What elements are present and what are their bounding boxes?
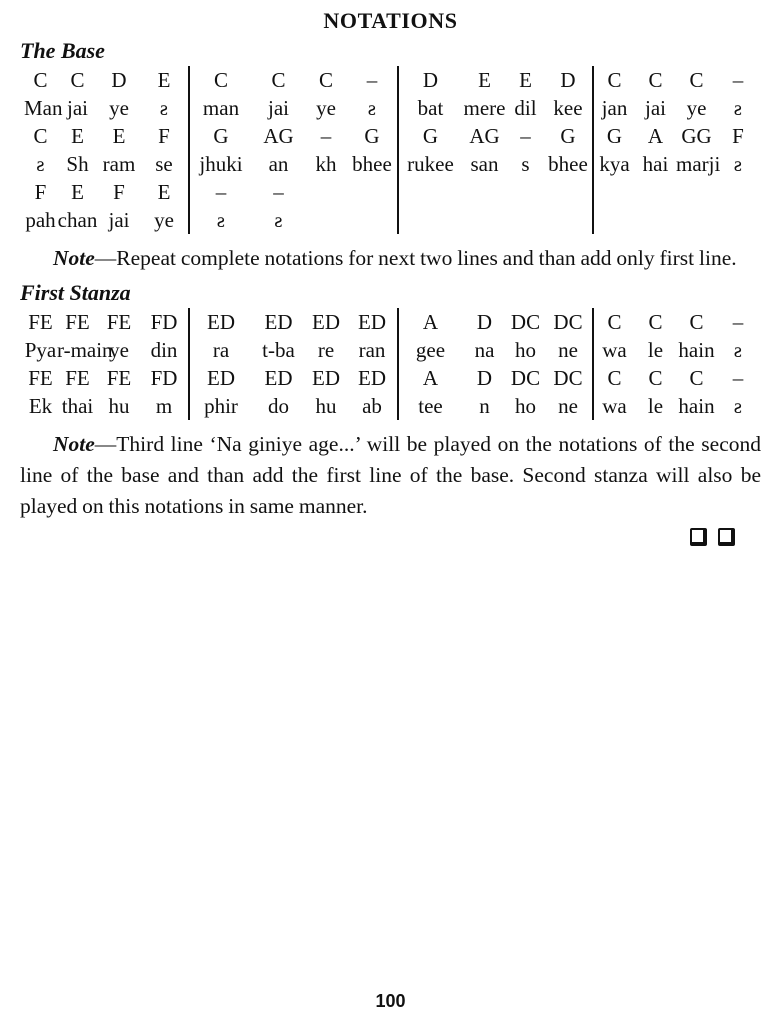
notation-cell: ƨ bbox=[347, 94, 399, 122]
notation-cell: jan bbox=[601, 96, 628, 120]
notation-cell: ƨ bbox=[733, 96, 743, 120]
notation-cell: FE bbox=[65, 310, 90, 334]
notation-cell: marji bbox=[676, 152, 721, 176]
notation-cell bbox=[544, 178, 594, 206]
notation-cell: F bbox=[732, 124, 744, 148]
notation-cell: hain bbox=[678, 394, 715, 418]
notation-row bbox=[24, 392, 761, 420]
notation-row bbox=[24, 94, 761, 122]
notation-cell: ra bbox=[212, 338, 230, 362]
notation-cell: FD bbox=[140, 308, 190, 336]
notation-cell bbox=[635, 178, 676, 206]
notation-cell: ƨ bbox=[36, 152, 45, 176]
notation-cell bbox=[594, 178, 635, 206]
notation-cell: ED bbox=[312, 310, 340, 334]
notation-cell: F bbox=[34, 180, 47, 204]
base-heading: The Base bbox=[20, 38, 105, 63]
notation-cell: C bbox=[33, 68, 48, 92]
notation-cell: wa bbox=[602, 338, 627, 362]
notation-cell: D bbox=[476, 310, 493, 334]
notation-cell: ED bbox=[207, 310, 235, 334]
notation-cell: le bbox=[647, 338, 664, 362]
notation-cell: AG bbox=[263, 124, 294, 148]
notation-cell: jai bbox=[67, 96, 88, 120]
notation-cell: C bbox=[213, 68, 228, 92]
notation-cell: C bbox=[648, 68, 663, 92]
notation-cell: jai bbox=[645, 96, 666, 120]
notation-cell: mere bbox=[463, 96, 506, 120]
notation-cell: ram bbox=[102, 152, 136, 176]
notation-cell: ED bbox=[264, 366, 293, 390]
end-square-icon bbox=[690, 528, 707, 546]
notation-cell: Pya bbox=[24, 338, 57, 362]
notation-cell: hu bbox=[108, 394, 130, 418]
notation-cell: DC bbox=[544, 308, 594, 336]
notation-cell: ye bbox=[109, 338, 129, 362]
notation-cell: gee bbox=[415, 338, 446, 362]
notation-cell: hain bbox=[678, 338, 715, 362]
notation-cell: thai bbox=[61, 394, 94, 418]
notation-cell: bhee bbox=[544, 150, 594, 178]
page-number: 100 bbox=[375, 991, 406, 1011]
notation-cell: re bbox=[317, 338, 335, 362]
notation-cell: C bbox=[689, 366, 704, 390]
notation-cell: ƨ bbox=[274, 208, 283, 232]
notation-cell: AG bbox=[469, 124, 500, 148]
notation-cell: D bbox=[422, 68, 439, 92]
notation-cell: E bbox=[71, 124, 84, 148]
notation-cell: A bbox=[422, 310, 439, 334]
notation-cell: E bbox=[71, 180, 84, 204]
notation-cell: do bbox=[268, 394, 289, 418]
notation-cell: pah bbox=[25, 208, 56, 232]
notation-cell: ED bbox=[347, 308, 399, 336]
notation-row bbox=[24, 178, 761, 206]
notation-cell: D bbox=[476, 366, 493, 390]
stanza-notation-table bbox=[24, 308, 761, 420]
notation-cell: ye bbox=[140, 206, 190, 234]
notation-cell: C bbox=[648, 366, 663, 390]
notation-cell: ne bbox=[544, 336, 594, 364]
notation-cell: DC bbox=[510, 310, 541, 334]
notation-cell: ye bbox=[686, 96, 707, 120]
notation-row bbox=[24, 206, 761, 234]
notation-cell: FE bbox=[28, 310, 53, 334]
notation-cell: wa bbox=[602, 394, 627, 418]
notation-cell: ho bbox=[515, 394, 536, 418]
notation-cell: ƨ bbox=[733, 152, 743, 176]
note-text: Repeat complete notations for next two lines and than add only first line. bbox=[116, 246, 737, 270]
notation-cell: G bbox=[544, 122, 594, 150]
notation-cell: rukee bbox=[407, 152, 454, 176]
notation-cell: GG bbox=[681, 124, 712, 148]
notation-cell bbox=[717, 178, 759, 206]
note-label: Note bbox=[53, 246, 95, 270]
notation-cell: DC bbox=[510, 366, 541, 390]
notation-cell: D bbox=[544, 66, 594, 94]
notation-cell: C bbox=[70, 68, 85, 92]
notation-cell bbox=[676, 178, 717, 206]
notation-cell: Man bbox=[24, 96, 63, 120]
notation-cell: C bbox=[689, 68, 704, 92]
notation-cell: E bbox=[140, 178, 190, 206]
notation-cell bbox=[305, 206, 347, 234]
notation-cell bbox=[676, 206, 717, 234]
notation-cell: se bbox=[140, 150, 190, 178]
note-label: Note bbox=[53, 432, 95, 456]
notation-cell: G bbox=[347, 122, 399, 150]
notation-cell: jhuki bbox=[199, 152, 243, 176]
notation-cell: G bbox=[606, 124, 623, 148]
notation-cell bbox=[507, 178, 544, 206]
notation-cell bbox=[462, 178, 507, 206]
notation-cell bbox=[462, 206, 507, 234]
notation-cell bbox=[544, 206, 594, 234]
notation-cell: s bbox=[521, 152, 530, 176]
notation-cell bbox=[347, 178, 399, 206]
notation-cell bbox=[635, 206, 676, 234]
notation-cell: FE bbox=[106, 310, 132, 334]
notation-cell: D bbox=[111, 68, 127, 92]
notation-cell: A bbox=[647, 124, 664, 148]
note-paragraph-1 bbox=[20, 243, 761, 274]
stanza-heading: First Stanza bbox=[20, 280, 131, 305]
notation-row bbox=[24, 150, 761, 178]
notation-cell: m bbox=[140, 392, 190, 420]
notation-cell: E bbox=[478, 68, 491, 92]
notation-cell: an bbox=[268, 152, 289, 176]
notation-cell: kee bbox=[544, 94, 594, 122]
notation-cell: ho bbox=[515, 338, 536, 362]
notation-cell: kya bbox=[599, 152, 630, 176]
notation-cell: C bbox=[607, 68, 622, 92]
notation-cell: – bbox=[320, 124, 332, 148]
page-title: NOTATIONS bbox=[323, 8, 458, 33]
notation-cell: FE bbox=[106, 366, 132, 390]
notation-cell: r-main bbox=[57, 338, 113, 362]
notation-cell: ƨ bbox=[733, 394, 743, 418]
notation-cell: ne bbox=[544, 392, 594, 420]
notation-row bbox=[24, 122, 761, 150]
notation-cell: hai bbox=[642, 152, 669, 176]
notation-cell: ED bbox=[207, 366, 235, 390]
notation-cell: – bbox=[215, 180, 227, 204]
notation-cell: – bbox=[732, 366, 744, 390]
notation-cell: C bbox=[648, 310, 663, 334]
notation-cell: tee bbox=[418, 394, 443, 418]
notation-cell: – bbox=[273, 180, 284, 204]
note-paragraph-2 bbox=[20, 429, 761, 522]
base-notation-table bbox=[24, 66, 761, 234]
notation-row bbox=[24, 308, 761, 336]
notation-row bbox=[24, 364, 761, 392]
notation-cell: ƨ bbox=[140, 94, 190, 122]
notation-cell: E bbox=[112, 124, 126, 148]
notation-cell: ƨ bbox=[733, 338, 743, 362]
note-dash: — bbox=[94, 432, 117, 456]
notation-cell: DC bbox=[544, 364, 594, 392]
notation-row bbox=[24, 336, 761, 364]
notation-cell: t-ba bbox=[262, 338, 295, 362]
notation-cell: ED bbox=[312, 366, 340, 390]
notation-cell: G bbox=[213, 124, 229, 148]
notation-row bbox=[24, 66, 761, 94]
notation-cell: jai bbox=[108, 208, 130, 232]
notation-cell: san bbox=[470, 152, 499, 176]
notation-cell: – bbox=[732, 310, 744, 334]
notation-cell: hu bbox=[315, 394, 337, 418]
notation-cell: phir bbox=[204, 394, 238, 418]
notation-cell: jai bbox=[268, 96, 289, 120]
notation-cell bbox=[717, 206, 759, 234]
notation-cell bbox=[399, 178, 462, 206]
notation-cell: FE bbox=[65, 366, 90, 390]
notation-cell: bat bbox=[417, 96, 444, 120]
notation-cell: F bbox=[140, 122, 190, 150]
notation-cell: man bbox=[202, 96, 240, 120]
notation-cell: le bbox=[647, 394, 664, 418]
notation-cell: – bbox=[347, 66, 399, 94]
notation-cell: C bbox=[318, 68, 333, 92]
notation-cell: C bbox=[607, 366, 622, 390]
notation-cell: ab bbox=[347, 392, 399, 420]
notation-cell: ran bbox=[347, 336, 399, 364]
notation-cell: ED bbox=[347, 364, 399, 392]
notation-cell: chan bbox=[57, 208, 98, 232]
notation-cell: C bbox=[271, 68, 286, 92]
notation-cell: din bbox=[140, 336, 190, 364]
end-square-icon bbox=[718, 528, 735, 546]
notation-cell: ye bbox=[109, 96, 129, 120]
notation-cell: C bbox=[33, 124, 48, 148]
notation-cell: E bbox=[140, 66, 190, 94]
notation-cell: Ek bbox=[28, 394, 53, 418]
notation-cell: Sh bbox=[66, 152, 89, 176]
notation-cell bbox=[305, 178, 347, 206]
notation-cell: A bbox=[422, 366, 439, 390]
note-dash: — bbox=[94, 246, 117, 270]
notation-cell: G bbox=[422, 124, 439, 148]
notation-cell: C bbox=[607, 310, 622, 334]
notation-cell: na bbox=[474, 338, 495, 362]
notation-cell bbox=[399, 206, 462, 234]
notation-cell: E bbox=[519, 68, 532, 92]
notation-cell: F bbox=[113, 180, 125, 204]
notation-cell: FD bbox=[140, 364, 190, 392]
notation-cell bbox=[347, 206, 399, 234]
note-text: Third line ‘Na giniye age...’ will be played on the notations of the second line of the base and than add the first line of the base. Second stanza will also be played on this notations in same manner. bbox=[20, 432, 761, 518]
notation-cell: ED bbox=[264, 310, 293, 334]
notation-cell: dil bbox=[514, 96, 537, 120]
notation-cell: C bbox=[689, 310, 704, 334]
notation-cell bbox=[594, 206, 635, 234]
notation-cell: ye bbox=[316, 96, 336, 120]
notation-cell: – bbox=[732, 68, 744, 92]
notation-cell bbox=[507, 206, 544, 234]
notation-cell: kh bbox=[315, 152, 337, 176]
notation-cell: – bbox=[520, 124, 531, 148]
notation-cell: ƨ bbox=[216, 208, 226, 232]
end-marks bbox=[20, 528, 761, 546]
notation-cell: n bbox=[479, 394, 490, 418]
notation-cell: FE bbox=[28, 366, 53, 390]
notation-cell: bhee bbox=[347, 150, 399, 178]
